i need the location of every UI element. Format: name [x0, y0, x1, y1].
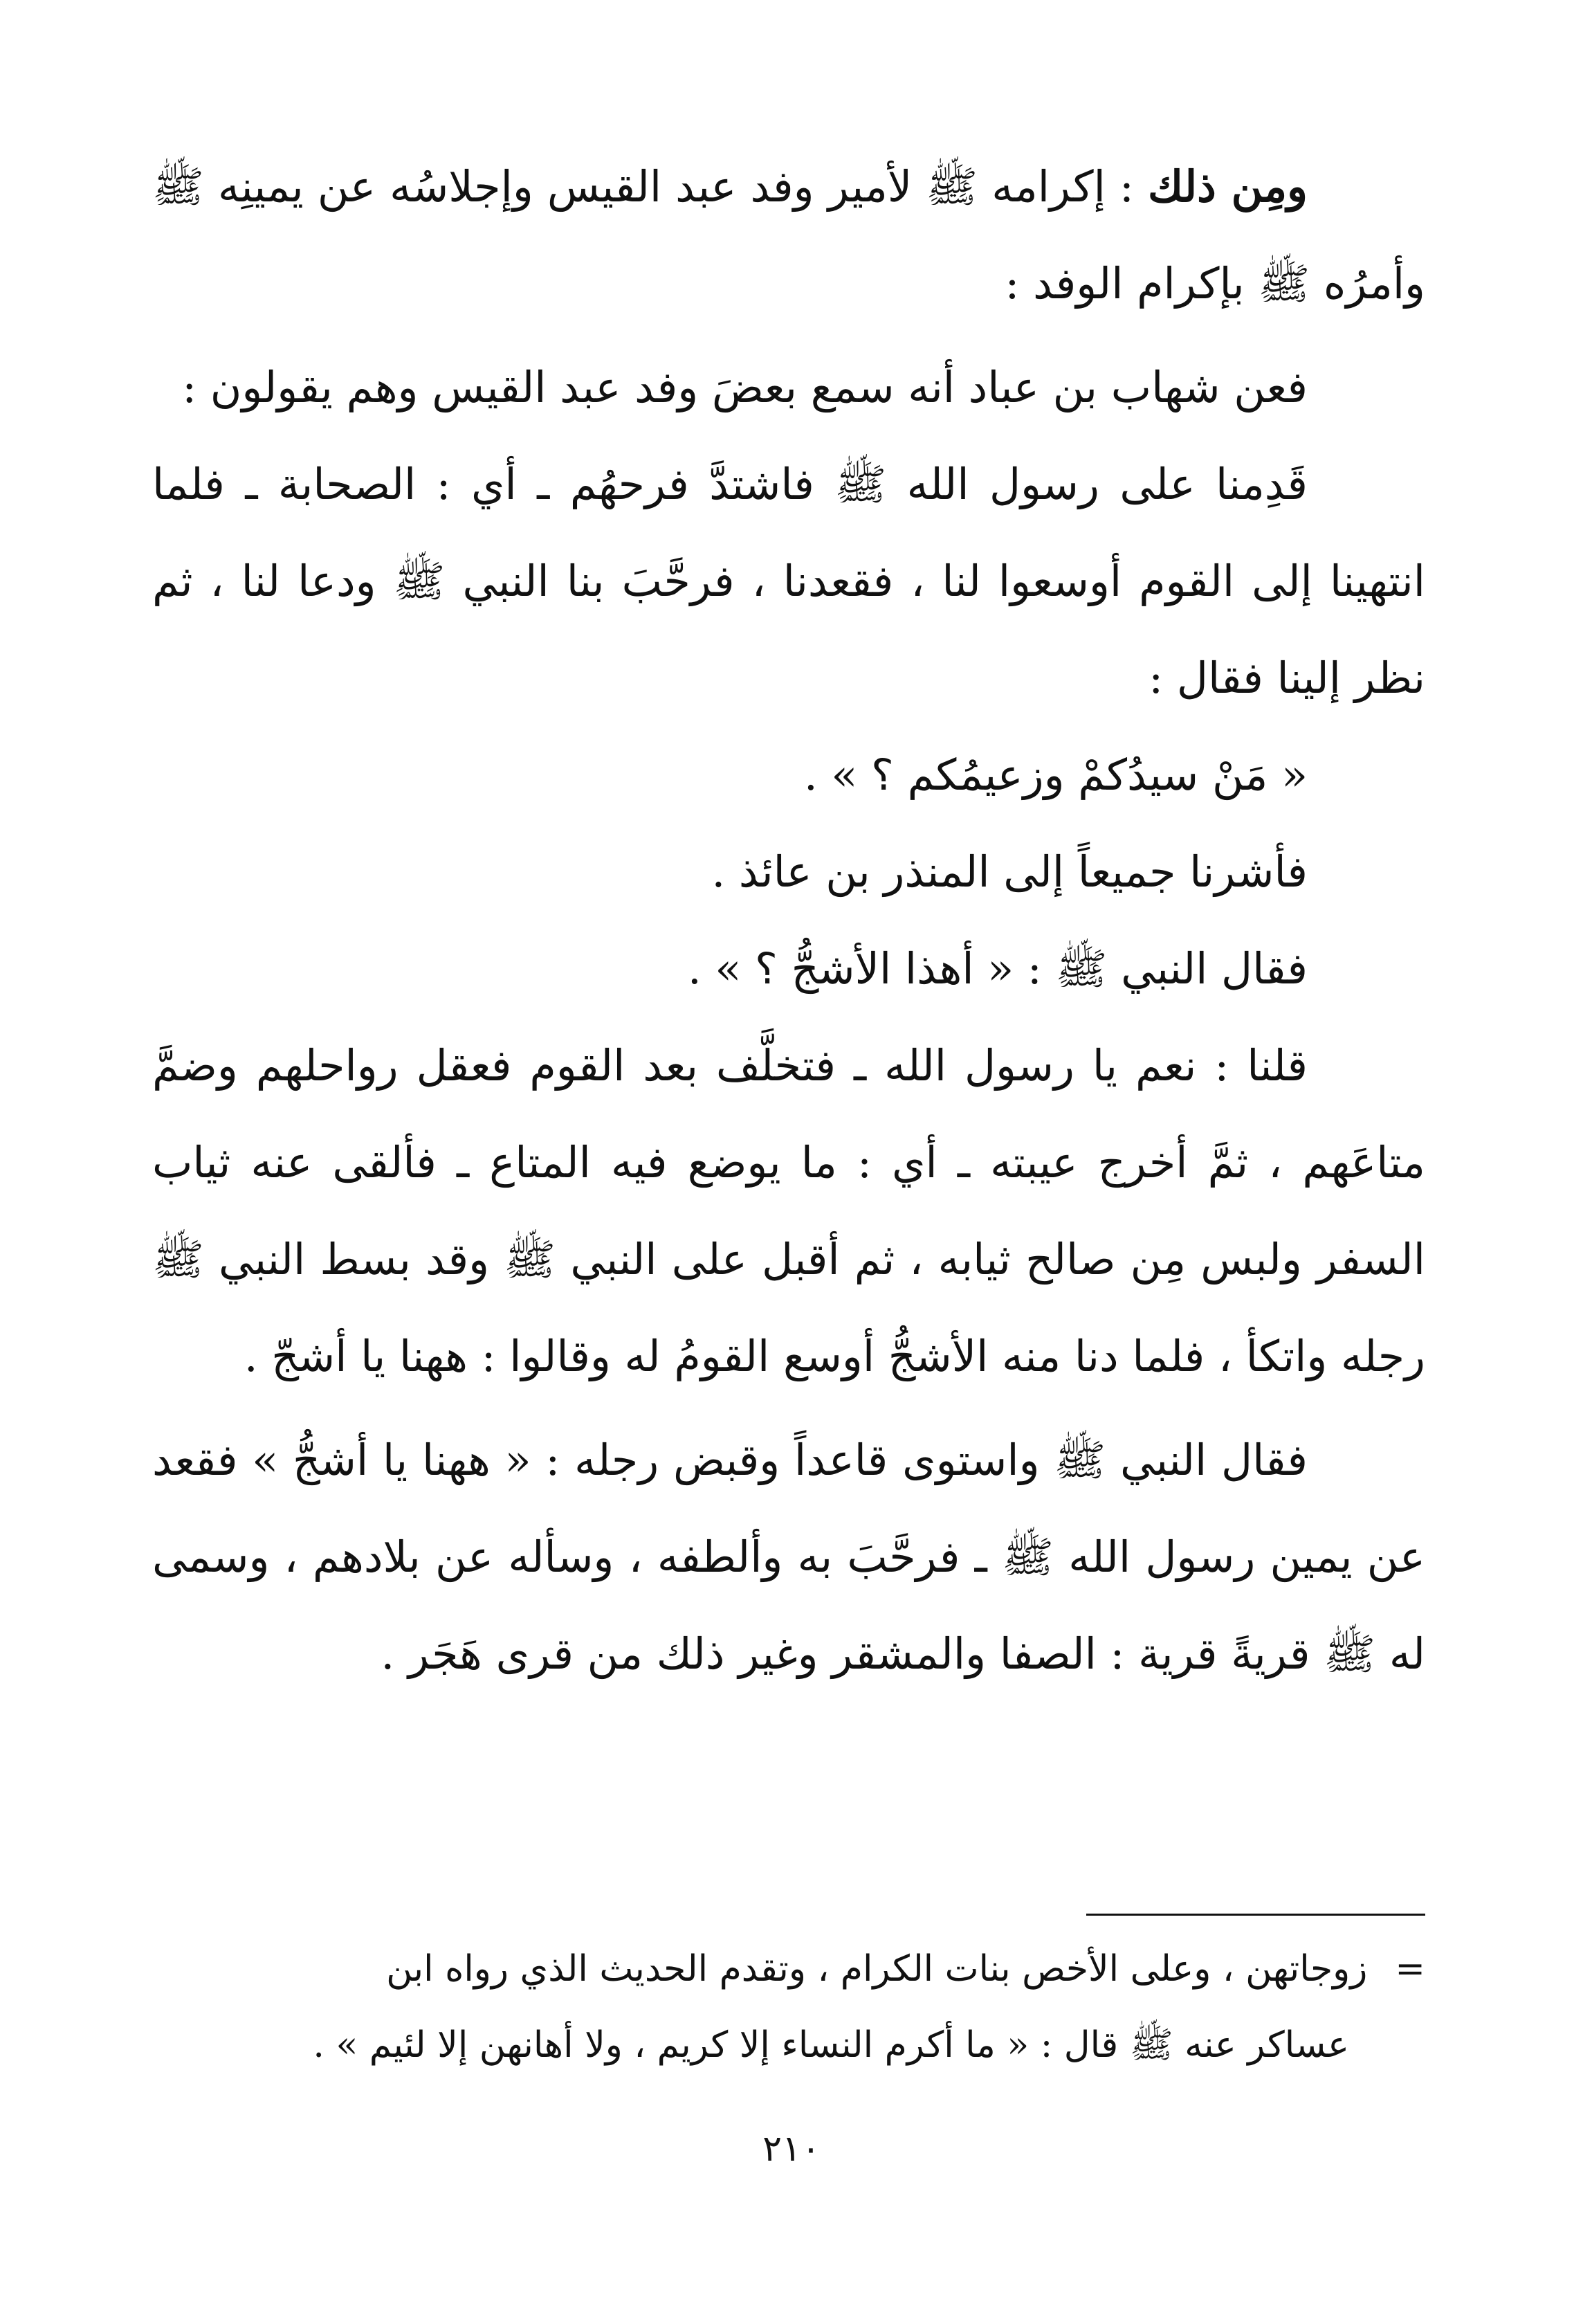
footnote-line-1: [152, 1931, 1425, 2007]
page-number: ٢١٠: [762, 2128, 821, 2170]
line-pointing: فأشرنا جميعاً إلى المنذر بن عائذ .: [711, 846, 1308, 897]
intro-rest: : إكرامه ﷺ لأمير وفد عبد القيس وإجلاسُه عن يمينِه ﷺ وأمرُه ﷺ بإكرام الوفد :: [152, 161, 1425, 309]
paragraph-reply: قلنا : نعم يا رسول الله ـ فتخلَّف بعد القوم فعقل رواحلهم وضمَّ متاعَهم ، ثمَّ أخرج عيبته ـ أي : ما يوضع فيه المتاع ـ فألقى عنه ثياب السفر ولبس مِن صالح ثيابه ، ثم أقبل على النبي ﷺ وقد بسط النبي ﷺ رجله واتكأ ، فلما دنا منه الأشجُّ أوسع القومُ له وقالوا : ههنا يا أشجّ .: [152, 1040, 1426, 1381]
paragraph-intro: [152, 138, 1425, 332]
paragraph-arrival: قَدِمنا على رسول الله ﷺ فاشتدَّ فرحهُم ـ أي : الصحابة ـ فلما انتهينا إلى القوم أوسعوا لنا ، فقعدنا ، فرحَّبَ بنا النبي ﷺ ودعا لنا ، ثم نظر إلينا فقال :: [152, 459, 1425, 703]
footnote-continuation-marker: =: [1395, 1948, 1425, 1990]
footnote: [152, 1931, 1425, 2083]
main-text-body: [152, 138, 1425, 1703]
paragraph-narration-source: فعن شهاب بن عباد أنه سمع بعضَ وفد عبد القيس وهم يقولون :: [182, 362, 1308, 412]
paragraph-seating: فقال النبي ﷺ واستوى قاعداً وقبض رجله : « ههنا يا أشجُّ » فقعد عن يمين رسول الله ﷺ ـ فرحَّبَ به وألطفه ، وسأله عن بلادهم ، وسمى له ﷺ قريةً قرية : الصفا والمشقر وغير ذلك من قرى هَجَر .: [152, 1435, 1425, 1679]
footnote-divider: [1086, 1914, 1425, 1916]
quote-ashaj: فقال النبي ﷺ : « أهذا الأشجُّ ؟ » .: [687, 943, 1308, 994]
quote-question: « مَنْ سيدُكمْ وزعيمُكم ؟ » .: [803, 750, 1308, 800]
intro-lead-phrase: ومِن ذلك: [1147, 161, 1308, 212]
footnote-line-2: عساكر عنه ﷺ قال : « ما أكرم النساء إلا كريم ، ولا أهانهن إلا لئيم » .: [313, 2024, 1349, 2066]
footnote-text-1: زوجاتهن ، وعلى الأخص بنات الكرام ، وتقدم الحديث الذي رواه ابن: [386, 1948, 1368, 1990]
